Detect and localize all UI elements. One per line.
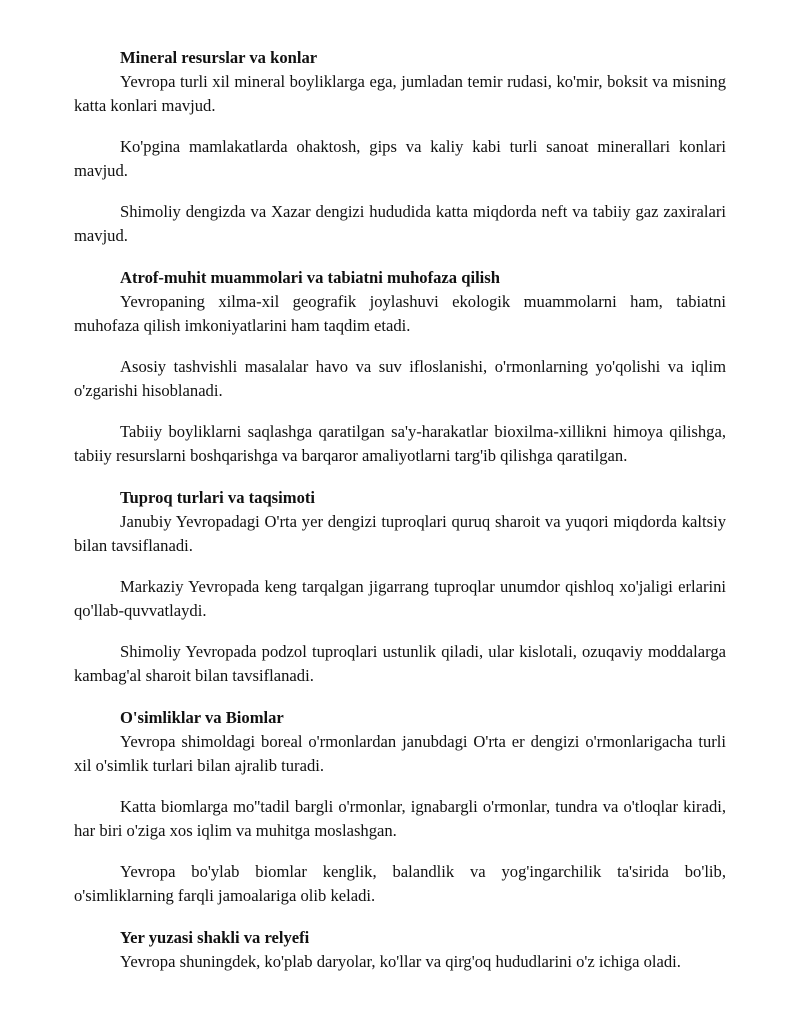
document-page: [74, 46, 726, 992]
section-heading: Tuproq turlari va taqsimoti: [120, 488, 316, 507]
section-environmental-issues: [74, 266, 726, 468]
paragraph: Ko'pgina mamlakatlarda ohaktosh, gips va kaliy kabi turli sanoat minerallari konlari mavjud.: [74, 137, 726, 180]
section-landforms-relief: [74, 926, 726, 974]
section-heading: Mineral resurslar va konlar: [120, 48, 318, 67]
paragraph: Asosiy tashvishli masalalar havo va suv ifloslanishi, o'rmonlarning yo'qolishi va iqlim o'zgarishi hisoblanadi.: [74, 357, 726, 400]
paragraph: Tabiiy boyliklarni saqlashga qaratilgan sa'y-harakatlar bioxilma-xillikni himoya qilishga, tabiiy resurslarni boshqarishga va barqaror amaliyotlarni targ'ib qilishga qaratilgan.: [74, 422, 726, 465]
paragraph: Shimoliy dengizda va Xazar dengizi hududida katta miqdorda neft va tabiiy gaz zaxiralari mavjud.: [74, 202, 726, 245]
section-mineral-resources: [74, 46, 726, 248]
section-heading: O'simliklar va Biomlar: [120, 708, 284, 727]
paragraph: Yevropaning xilma-xil geografik joylashuvi ekologik muammolarni ham, tabiatni muhofaza qilish imkoniyatlarini ham taqdim etadi.: [74, 292, 726, 335]
section-soil-types: [74, 486, 726, 688]
paragraph: Markaziy Yevropada keng tarqalgan jigarrang tuproqlar unumdor qishloq xo'jaligi erlarini qo'llab-quvvatlaydi.: [74, 577, 726, 620]
paragraph: Shimoliy Yevropada podzol tuproqlari ustunlik qiladi, ular kislotali, ozuqaviy moddalarga kambag'al sharoit bilan tavsiflanadi.: [74, 642, 726, 685]
section-heading: Atrof-muhit muammolari va tabiatni muhofaza qilish: [120, 268, 500, 287]
paragraph: Yevropa bo'ylab biomlar kenglik, balandlik va yog'ingarchilik ta'sirida bo'lib, o'simliklarning farqli jamoalariga olib keladi.: [74, 862, 726, 905]
paragraph: Janubiy Yevropadagi O'rta yer dengizi tuproqlari quruq sharoit va yuqori miqdorda kaltsiy bilan tavsiflanadi.: [74, 512, 726, 555]
section-vegetation-biomes: [74, 706, 726, 908]
paragraph: Yevropa shimoldagi boreal o'rmonlardan janubdagi O'rta er dengizi o'rmonlarigacha turli xil o'simlik turlari bilan ajralib turadi.: [74, 732, 726, 775]
paragraph: Yevropa shuningdek, ko'plab daryolar, ko'llar va qirg'oq hududlarini o'z ichiga oladi.: [120, 952, 681, 971]
paragraph: Katta biomlarga mo''tadil bargli o'rmonlar, ignabargli o'rmonlar, tundra va o'tloqlar kiradi, har biri o'ziga xos iqlim va muhitga moslashgan.: [74, 797, 726, 840]
paragraph: Yevropa turli xil mineral boyliklarga ega, jumladan temir rudasi, ko'mir, boksit va misning katta konlari mavjud.: [74, 72, 726, 115]
section-heading: Yer yuzasi shakli va relyefi: [120, 928, 310, 947]
